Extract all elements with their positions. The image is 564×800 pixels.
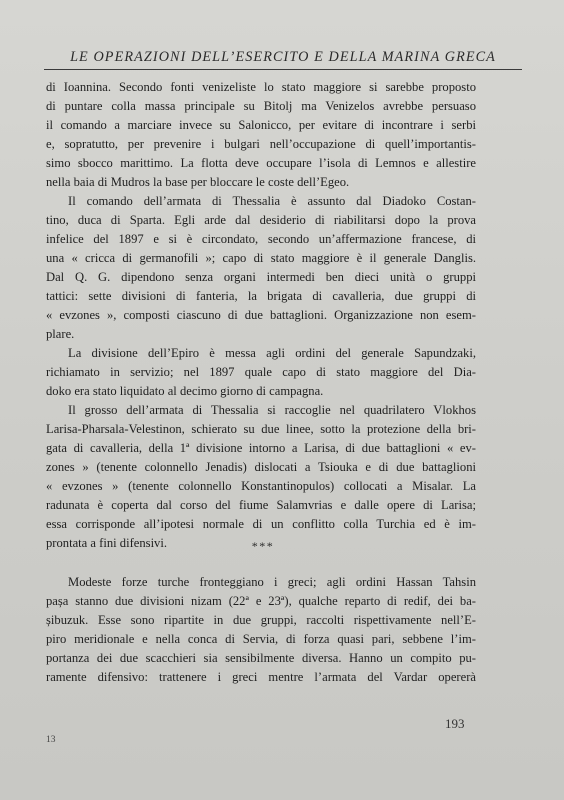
text-line: e, sopratutto, per prevenire i bulgari nell’occupazione di quell’importantis-: [46, 137, 476, 151]
body-text-upper: [46, 78, 476, 553]
text-line: ramente difensivo: trattenere i greci mentre l’armata del Vardar opererà: [46, 670, 476, 684]
text-line: simo sbocco marittimo. La flotta deve occupare l’isola di Lemnos e allestire: [46, 156, 476, 170]
text-line: pașa stanno due divisioni nizam (22ª e 23ª), qualche reparto di redif, dei ba-: [46, 594, 476, 608]
text-line: La divisione dell’Epiro è messa agli ordini del generale Sapundzaki,: [68, 346, 476, 360]
text-line: radunata è coperta dal corso del fiume Salamvrias e dalle opere di Larisa;: [46, 498, 476, 512]
text-line: prontata a fini difensivi.: [46, 536, 168, 550]
text-line: Larisa-Pharsala-Velestinon, schierato su due linee, sotto la protezione della bri-: [46, 422, 476, 436]
text-line: infelice del 1897 e si è circondato, secondo un’affermazione francese, di: [46, 232, 476, 246]
body-text-lower: [46, 573, 476, 687]
text-line: Dal Q. G. dipendono senza organi intermedi ben dieci unità o gruppi: [46, 270, 476, 284]
text-line: una « cricca di germanofili »; capo di stato maggiore è il generale Danglis.: [46, 251, 476, 265]
text-line: tattici: sette divisioni di fanteria, la brigata di cavalleria, due gruppi di: [46, 289, 476, 303]
page-number: 193: [445, 716, 465, 731]
section-break-asterism: ***: [251, 539, 275, 553]
text-line: zones » (tenente colonnello Jenadis) dislocati a Tsiouka e di due battaglioni: [46, 460, 476, 474]
text-line: « evzones » (tenente colonnello Konstantinopulos) collocati a Misalar. La: [46, 479, 476, 493]
text-line: plare.: [46, 327, 75, 341]
text-line: di Ioannina. Secondo fonti venizeliste lo stato maggiore si sarebbe proposto: [46, 80, 476, 94]
text-line: richiamato in servizio; nel 1897 quale capo di stato maggiore del Dia-: [46, 365, 476, 379]
running-head: LE OPERAZIONI DELL’ESERCITO E DELLA MARINA GRECA: [70, 49, 496, 65]
text-line: șibuzuk. Esse sono ripartite in due gruppi, raccolti rispettivamente nell’E-: [46, 613, 476, 627]
text-line: Il grosso dell’armata di Thessalia si raccoglie nel quadrilatero Vlokhos: [68, 403, 476, 417]
text-line: doko era stato liquidato al decimo giorno di campagna.: [46, 384, 324, 398]
text-line: Il comando dell’armata di Thessalia è assunto dal Diadoko Costan-: [68, 194, 476, 208]
signature-mark: 13: [46, 735, 56, 745]
text-line: piro meridionale e nella conca di Servia, di forza quasi pari, sebbene l’im-: [46, 632, 476, 646]
text-line: nella baia di Mudros la base per bloccare le coste dell’Egeo.: [46, 175, 350, 189]
text-line: « evzones », composti ciascuno di due battaglioni. Organizzazione non esem-: [46, 308, 476, 322]
header-rule: [44, 69, 522, 70]
text-line: il comando a marciare invece su Salonicco, per evitare di incontrare i serbi: [46, 118, 476, 132]
text-line: gata di cavalleria, della 1ª divisione intorno a Larisa, di due battaglioni « ev-: [46, 441, 476, 455]
text-line: di puntare colla massa principale su Bitolj ma Venizelos avrebbe persuaso: [46, 99, 476, 113]
text-line: tino, duca di Sparta. Egli arde dal desiderio di riabilitarsi dopo la prova: [46, 213, 476, 227]
text-line: essa corrisponde all’ipotesi normale di un conflitto colla Turchia ed è im-: [46, 517, 476, 531]
text-line: portanza dei due scacchieri sia sensibilmente diversa. Hanno un compito pu-: [46, 651, 476, 665]
text-line: Modeste forze turche fronteggiano i greci; agli ordini Hassan Tahsin: [68, 575, 476, 589]
